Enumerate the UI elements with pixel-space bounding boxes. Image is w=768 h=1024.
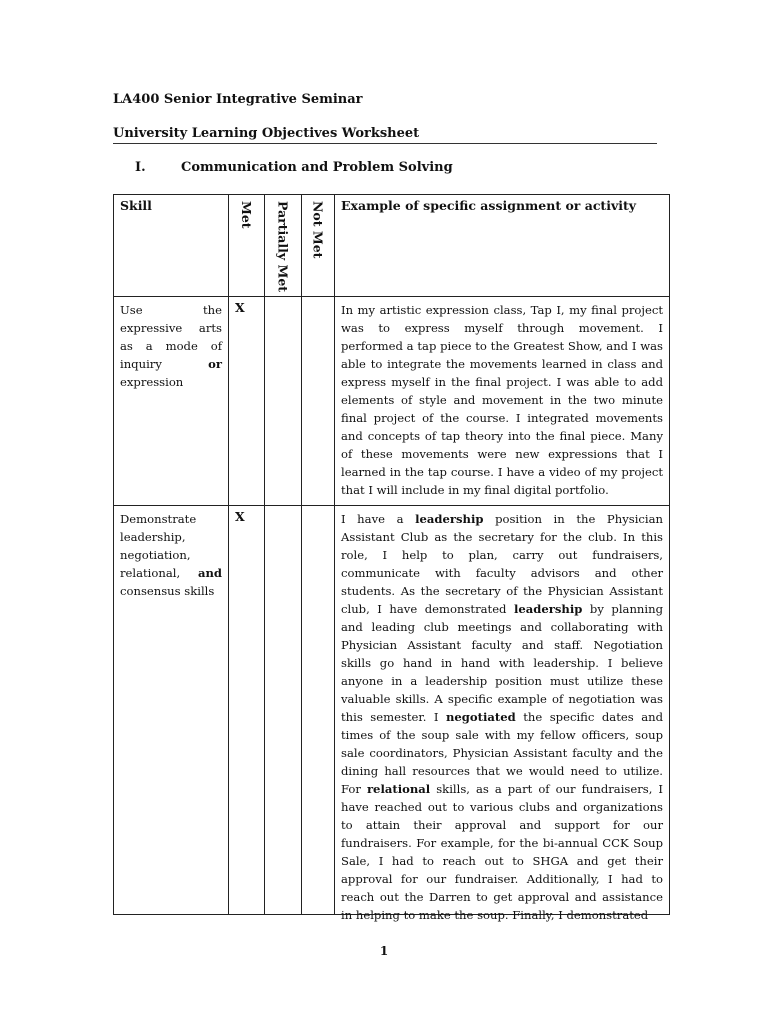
example-text-part: I have a — [341, 512, 416, 526]
skill-text-part: Use the expressive arts as a mode of inquiry — [120, 303, 222, 371]
example-cell — [335, 297, 670, 506]
skill-text-part: consensus skills — [120, 584, 215, 598]
example-text-part: the specific dates and times of the soup sale with my fellow officers, soup sale coordinators, Physician Assistant faculty and the dining hall resources that we would need to utilize. For — [341, 710, 663, 796]
met-mark: X — [235, 509, 245, 524]
skill-text — [114, 297, 228, 395]
partially-met-mark — [265, 506, 301, 512]
not-met-mark — [302, 506, 334, 512]
table-row — [114, 297, 670, 506]
example-text: In my artistic expression class, Tap I, my final project was to express myself through movement. I performed a tap piece to the Greatest Show, and I was able to integrate the movements learned in class and express myself in the final project. I was able to add elements of style and movement in the two minute final project of the course. I integrated movements and concepts of tap theory into the final piece. Many of these movements were new expressions that I learned in the tap course. I have a video of my project that I will include in my final digital portfolio. — [341, 303, 663, 497]
example-keyword: negotiated — [445, 710, 516, 724]
table-row — [114, 506, 670, 915]
page-number: 1 — [379, 944, 389, 958]
example-keyword: relational — [366, 782, 431, 796]
table-header-row — [114, 195, 670, 297]
skill-text-emphasis: and — [197, 566, 222, 580]
header-met: Met — [239, 201, 254, 229]
example-text-part: skills, as a part of our fundraisers, I have reached out to various clubs and organizations to attain their approval and support for our fundraisers. For example, for the bi-annual CCK Soup Sale, I had to reach out to SHGA and get their approval for our fundraiser. Additionally, I had to reach out the Darren to get approval and assistance in helping to make the soup. Finally, I demonstrated — [341, 782, 663, 922]
header-skill: Skill — [114, 195, 229, 297]
skill-cell — [114, 506, 229, 915]
example-keyword: leadership — [415, 512, 484, 526]
partially-met-cell — [265, 506, 302, 915]
example-text-part: by planning and leading club meetings and collaborating with Physician Assistant faculty and staff. Negotiation skills go hand in hand with leadership. I believe anyone in a leadership position must utilize these valuable skills. A specific example of negotiation was this semester. I — [341, 602, 663, 724]
example-clip — [335, 506, 669, 922]
section-heading — [135, 160, 453, 175]
met-cell — [229, 506, 265, 915]
example-text — [335, 506, 669, 928]
not-met-cell — [302, 297, 335, 506]
example-cell — [335, 506, 670, 922]
header-not-met: Not Met — [310, 201, 326, 259]
course-title: LA400 Senior Integrative Seminar — [113, 92, 363, 107]
partially-met-mark — [265, 297, 301, 303]
example-text-part: position in the Physician Assistant Club as the secretary for the club. In this role, I help to plan, carry out fundraisers, communicate with faculty advisors and other students. As the secretary of the Physician Assistant club, I have demonstrated — [341, 512, 663, 616]
skill-text — [114, 506, 228, 604]
header-example: Example of specific assignment or activity — [335, 195, 670, 297]
partially-met-cell — [265, 297, 302, 506]
skills-table — [113, 194, 670, 922]
header-met-cell — [229, 195, 265, 297]
header-partially-met-cell — [265, 195, 302, 297]
not-met-cell — [302, 506, 335, 915]
not-met-mark — [302, 297, 334, 303]
worksheet-title: University Learning Objectives Worksheet — [113, 126, 657, 144]
met-cell — [229, 297, 265, 506]
skill-text-part: Demonstrate leadership, negotiation, relational, — [120, 512, 198, 580]
skill-text-emphasis: or — [208, 357, 222, 371]
example-keyword: leadership — [514, 602, 583, 616]
header-not-met-cell — [302, 195, 335, 297]
section-title: Communication and Problem Solving — [181, 160, 453, 175]
skill-text-part: expression — [120, 375, 184, 389]
skill-cell — [114, 297, 229, 506]
header-partially-met: Partially Met — [275, 201, 291, 293]
section-numeral: I. — [135, 160, 146, 175]
met-mark: X — [235, 300, 245, 315]
